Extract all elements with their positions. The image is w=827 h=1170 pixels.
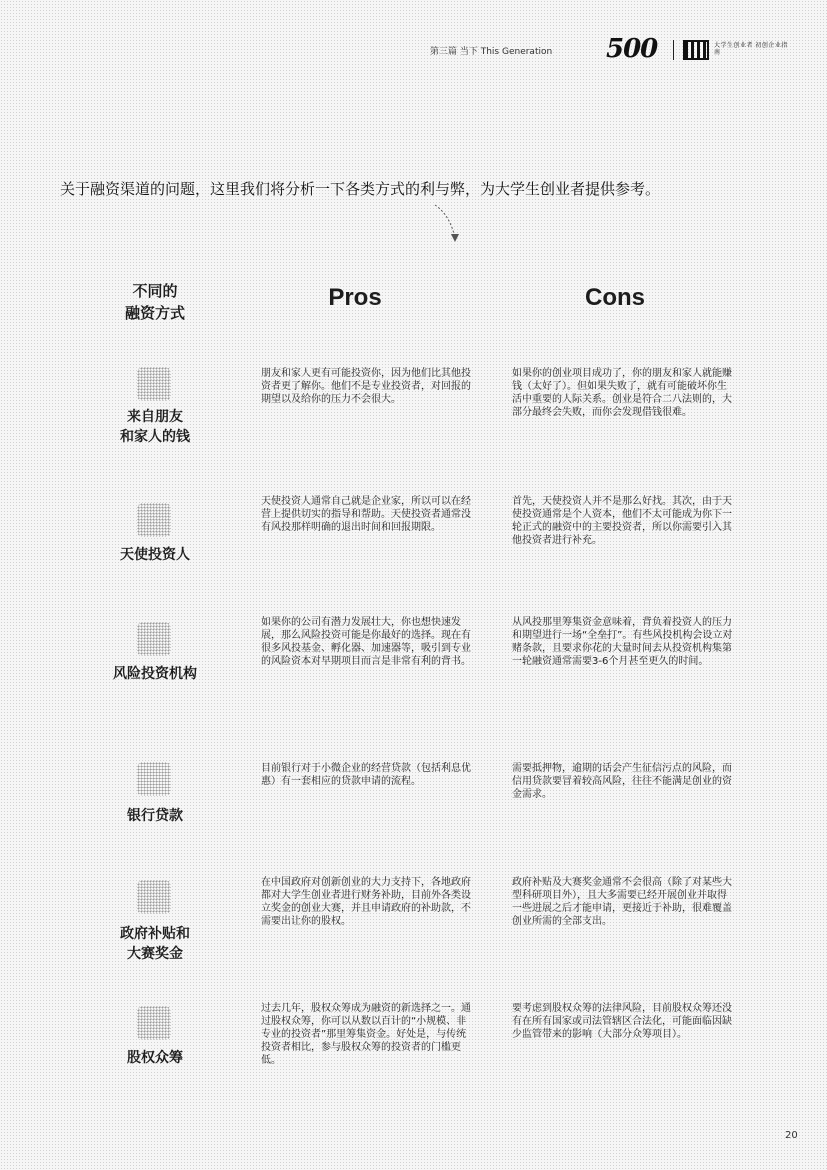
government-icon [137,880,171,914]
cons-text: 首先，天使投资人并不是那么好找。其次，由于天使投资通常是个人资本，他们不太可能成为你下一轮正式的融资中的主要投资者，所以你需要引入其他投资者进行补充。 [512,496,732,546]
pros-text: 在中国政府对创新创业的大力支持下，各地政府都对大学生创业者进行财务补助，目前外各类设立奖金的创业大赛，并且申请政府的补助款，不需要出让你的股权。 [261,877,471,927]
brand-mark-icon [683,40,709,60]
intro-text: 关于融资渠道的问题，这里我们将分析一下各类方式的利与弊，为大学生创业者提供参考。 [60,180,661,198]
column-header-pros: Pros [328,284,382,311]
method-label: 天使投资人 [120,547,190,563]
column-header-cons: Cons [585,284,645,311]
vc-icon [137,622,171,656]
pros-text: 目前银行对于小微企业的经营贷款（包括利息优惠）有一套相应的贷款申请的流程。 [261,763,471,787]
method-label: 银行贷款 [127,808,183,824]
page-number: 20 [785,1130,798,1141]
pros-text: 过去几年，股权众筹成为融资的新选择之一。通过股权众筹，你可以从数以百计的“小规模、非专业的投资者”那里筹集资金。好处是，与传统投资者相比，参与股权众筹的投资者的门槛更低。 [261,1003,471,1066]
pros-text: 天使投资人通常自己就是企业家，所以可以在经营上提供切实的指导和帮助。天使投资者通常没有风投那样明确的退出时间和回报期限。 [261,496,471,533]
pros-text: 朋友和家人更有可能投资你，因为他们比其他投资者更了解你。他们不是专业投资者，对回报的期望以及给你的压力不会很大。 [261,368,471,405]
angel-icon [137,503,171,537]
chapter-label: 第三篇 当下 This Generation [430,47,553,57]
column-header-methods: 不同的 融资方式 [124,282,185,322]
family-icon [137,367,171,401]
cons-text: 如果你的创业项目成功了，你的朋友和家人就能赚钱（太好了）。但如果失败了，就有可能破坏你生活中重要的人际关系。创业是符合二八法则的，大部分最终会失败，而你会发现借钱很难。 [512,368,732,418]
page-header [430,34,790,68]
cons-text: 从风投那里筹集资金意味着，背负着投资人的压力和期望进行一场“全垒打”。有些风投机构会设立对赌条款，且要求你花的大量时间去从投资机构集第一轮融资通常需要3-6个月甚至更久的时间。 [512,617,733,667]
publication-logo: 500 [606,34,658,64]
method-label: 政府补贴和 大赛奖金 [120,926,190,962]
bank-icon [137,762,171,796]
pros-text: 如果你的公司有潜力发展壮大，你也想快速发展，那么风险投资可能是你最好的选择。现在有很多风投基金、孵化器、加速器等，吸引到专业的风险资本对早期项目而言是非常有利的背书。 [261,617,471,667]
method-label: 股权众筹 [127,1050,183,1066]
method-label: 来自朋友 和家人的钱 [120,409,190,445]
method-label: 风险投资机构 [113,666,197,682]
cons-text: 政府补贴及大赛奖金通常不会很高（除了对某些大型科研项目外），且大多需要已经开展创业并取得一些进展之后才能申请，更接近于补助，很难覆盖创业所需的全部支出。 [512,877,732,927]
crowdfunding-icon [137,1006,171,1040]
cons-text: 需要抵押物，逾期的话会产生征信污点的风险，而信用贷款要冒着较高风险，往往不能满足创业的资金需求。 [512,763,732,800]
publication-subtitle: 大学生创业者 初创企业指南 [714,42,788,56]
cons-text: 要考虑到股权众筹的法律风险，目前股权众筹还没有在所有国家或司法管辖区合法化，可能面临因缺少监管带来的影响（大部分众筹项目）。 [512,1003,732,1040]
down-arrow-icon [430,200,480,250]
header-divider [673,40,674,60]
